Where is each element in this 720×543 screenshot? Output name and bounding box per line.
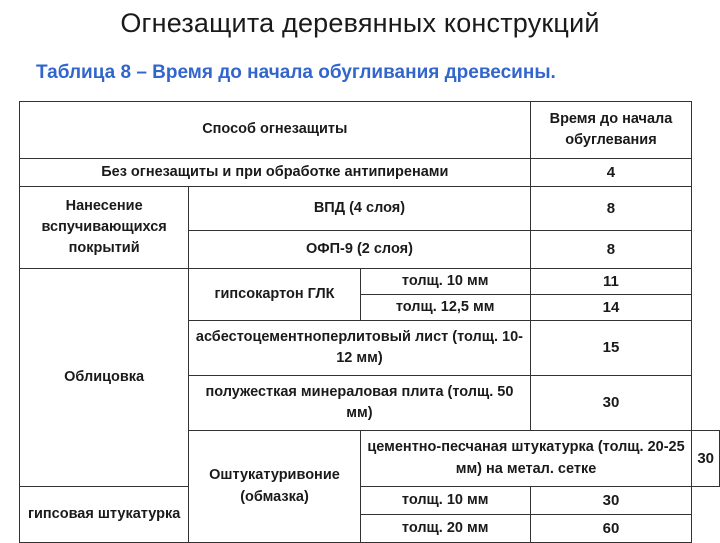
row-vpd-value: 8	[530, 187, 692, 231]
row-gkl-10-label: толщ. 10 мм	[360, 269, 530, 295]
row-gypsum-10-value: 30	[530, 487, 692, 515]
row-asbestos-value: 15	[530, 321, 692, 376]
row-cement-label: цементно-песчаная штукатурка (толщ. 20-25 мм) на метал. сетке	[360, 431, 692, 487]
row-gypsum-label: гипсовая штукатурка	[20, 487, 189, 543]
header-time: Время до начала обуглевания	[530, 102, 692, 159]
row-mineral-value: 30	[530, 376, 692, 431]
row-mineral-label: полужесткая минераловая плита (толщ. 50 мм)	[189, 376, 530, 431]
char-time-table	[19, 101, 720, 543]
row-none-label: Без огнезащиты и при обработке антипиренами	[20, 159, 531, 187]
table-row	[20, 159, 720, 187]
header-method: Способ огнезащиты	[20, 102, 531, 159]
table-row	[20, 269, 720, 295]
row-gkl-125-value: 14	[530, 295, 692, 321]
page-title: Огнезащита деревянных конструкций	[120, 8, 600, 38]
row-gypsum-20-value: 60	[530, 515, 692, 543]
row-ofp-value: 8	[530, 231, 692, 269]
row-intumescent-label: Нанесение вспучивающихся покрытий	[20, 187, 189, 269]
row-gkl-125-label: толщ. 12,5 мм	[360, 295, 530, 321]
row-vpd-label: ВПД (4 слоя)	[189, 187, 530, 231]
table-row	[20, 487, 720, 515]
table-header-row	[20, 102, 720, 159]
table-row	[20, 187, 720, 231]
row-cladding-label: Облицовка	[20, 269, 189, 487]
row-gkl-10-value: 11	[530, 269, 692, 295]
row-none-value: 4	[530, 159, 692, 187]
row-gypsum-10-label: толщ. 10 мм	[360, 487, 530, 515]
row-gkl-label: гипсокартон ГЛК	[189, 269, 360, 321]
table-caption: Таблица 8 – Время до начала обугливания древесины.	[36, 62, 556, 83]
row-plaster-label: Оштукатуривоние (обмазка)	[189, 431, 360, 543]
row-gypsum-20-label: толщ. 20 мм	[360, 515, 530, 543]
row-ofp-label: ОФП-9 (2 слоя)	[189, 231, 530, 269]
row-asbestos-label: асбестоцементноперлитовый лист (толщ. 10-12 мм)	[189, 321, 530, 376]
row-cement-value: 30	[692, 431, 720, 487]
